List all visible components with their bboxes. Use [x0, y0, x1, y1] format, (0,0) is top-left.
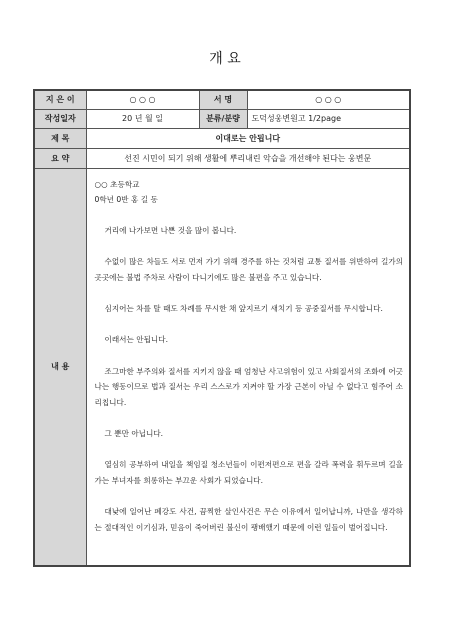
paragraph: 열심히 공부하여 내일을 책임질 청소년들이 이편저편으로 편을 갈라 폭력을 휘두르며 길을 가는 부녀자를 희롱하는 부끄운 사회가 되었습니다.	[94, 460, 403, 485]
paragraph: 조그마한 부주의와 질서를 지키지 않을 때 엄청난 사고위험이 있고 사회질서의 조화에 어긋나는 행동이므로 법과 질서는 우리 스스로가 지켜야 할 가장 근본이 아닐 수 없다고 힘주어 소리칩니다.	[94, 366, 403, 407]
summary-label: 요 약	[34, 148, 86, 168]
author-label: 지 은 이	[34, 90, 86, 109]
date-row	[34, 109, 410, 128]
summary-value: 선진 시민이 되기 위해 생활에 뿌리내린 악습을 개선해야 된다는 웅변문	[86, 148, 410, 168]
paragraph: 심지어는 차를 탈 때도 차례를 무시한 채 앞지르기 새치기 등 공중질서를 무시합니다.	[104, 304, 383, 314]
category-label: 분류/분량	[199, 109, 247, 128]
date-value: 20 년 월 일	[86, 109, 199, 128]
author-value: ○ ○ ○	[86, 90, 199, 109]
subject-label: 제 목	[34, 128, 86, 148]
subject-value: 이대로는 안됩니다	[86, 128, 410, 148]
paragraph: 그 뿐만 아닙니다.	[104, 429, 164, 438]
category-value: 도덕성웅변원고 1/2page	[247, 109, 410, 128]
paragraph: 수없이 많은 차들도 서로 먼저 가기 위해 경주를 하는 것처럼 교통 질서를 위반하여 길가의 곳곳에는 불법 주차로 사람이 다니기에도 많은 불편을 주고 있습니다.	[94, 257, 403, 283]
summary-row	[34, 148, 410, 168]
subject-row	[34, 128, 410, 148]
reader-label: 서 명	[199, 90, 247, 109]
content-label: 내 용	[34, 168, 86, 566]
student-name-line: 0학년 0반 홍 길 동	[94, 195, 158, 205]
reader-value: ○ ○ ○	[247, 90, 410, 109]
author-row	[34, 90, 410, 109]
content-row	[34, 168, 410, 566]
content-body	[86, 168, 410, 566]
paragraph: 이래서는 안됩니다.	[104, 335, 169, 345]
school-line: ○○ 초등학교	[94, 179, 140, 189]
summary-form-table	[33, 89, 411, 567]
paragraph: 거리에 나가보면 나쁜 것을 많이 봅니다.	[104, 226, 237, 236]
document-title: 개 요	[209, 51, 241, 67]
date-label: 작성일자	[34, 109, 86, 128]
paragraph: 대낮에 일어난 폐강도 사건, 끔찍한 살인사건은 무슨 이유에서 일어납니까, 나만을 생각하는 절대적인 이기심과, 믿음이 죽어버린 불신이 팽배했기 때문에 이런 일들이 벌어집니다.	[94, 506, 403, 532]
